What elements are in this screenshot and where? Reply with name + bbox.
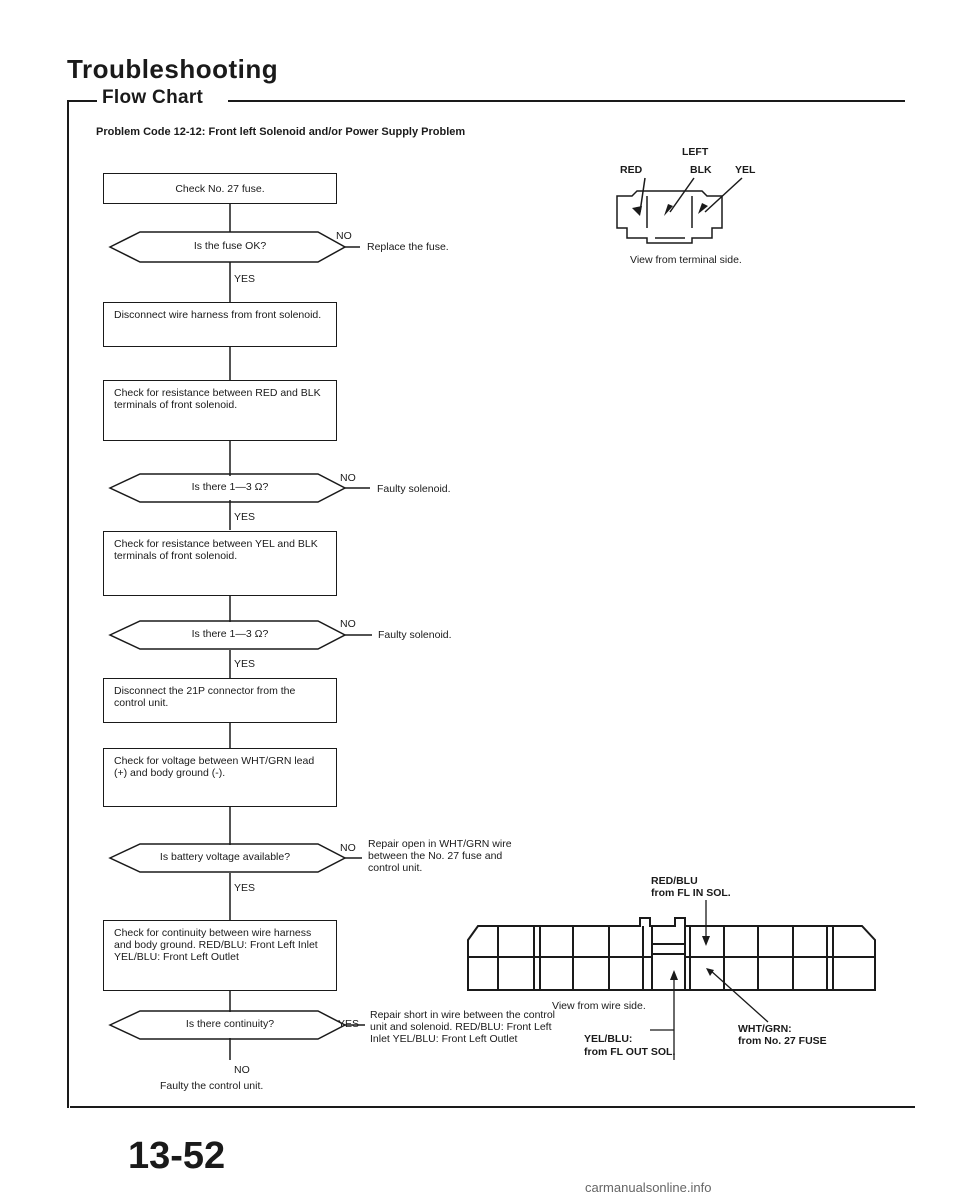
step-check-continuity: Check for continuity between wire harness and body ground. RED/BLU: Front Left Inlet YEL/BLU: Front Left Outlet [103,920,337,991]
pin-label-yel: YEL [735,164,756,176]
pin-arrow-red [632,206,642,216]
label-red-blu-source: from FL IN SOL. [651,887,731,899]
no-label-2: NO [340,472,356,484]
pin-label-blk: BLK [690,164,712,176]
watermark: carmanualsonline.info [585,1180,712,1195]
yel-blu-arrowhead [670,970,678,980]
label-wht-grn-source: from No. 27 FUSE [738,1035,827,1047]
step-disconnect-harness: Disconnect wire harness from front solenoid. [103,302,337,347]
pin-label-red: RED [620,164,643,176]
result-repair-short: Repair short in wire between the control unit and solenoid. RED/BLU: Front Left Inlet YEL/BLU: Front Left Outlet [370,1009,556,1045]
connector-left-title: LEFT [682,146,709,158]
connector-top-caption: View from terminal side. [630,254,742,266]
pin-arrow-yel [698,203,708,214]
yes-label-3: YES [234,658,256,670]
question-battery-voltage: Is battery voltage available? [159,851,291,863]
connector-bottom-caption: View from wire side. [552,1000,646,1012]
no-label-1: NO [336,230,352,242]
step-check-voltage: Check for voltage between WHT/GRN lead (+) and body ground (-). [103,748,337,807]
step-disconnect-21p: Disconnect the 21P connector from the control unit. [103,678,337,723]
no-label-4: NO [340,842,356,854]
result-faulty-control-unit: Faulty the control unit. [160,1080,264,1092]
label-red-blu: RED/BLU [651,875,698,887]
question-fuse-ok: Is the fuse OK? [193,240,267,252]
result-faulty-solenoid-1: Faulty solenoid. [377,483,451,495]
page-subtitle: Flow Chart [102,87,204,108]
question-continuity: Is there continuity? [185,1018,275,1030]
step-check-red-blk: Check for resistance between RED and BLK terminals of front solenoid. [103,380,337,441]
no-label-5: NO [234,1064,250,1076]
wht-grn-leader [710,970,768,1022]
label-wht-grn: WHT/GRN: [738,1023,792,1035]
page-title: Troubleshooting [67,54,279,84]
question-resistance-1: Is there 1—3 Ω? [191,481,269,493]
yes-label-1: YES [234,273,256,285]
result-replace-fuse: Replace the fuse. [367,241,449,253]
result-faulty-solenoid-2: Faulty solenoid. [378,629,452,641]
problem-code: Problem Code 12-12: Front left Solenoid and/or Power Supply Problem [96,126,466,138]
yes-label-5: YES [338,1018,360,1030]
label-yel-blu: YEL/BLU: [584,1033,633,1045]
red-blu-arrowhead [702,936,710,946]
question-resistance-2: Is there 1—3 Ω? [191,628,269,640]
result-repair-open: Repair open in WHT/GRN wire between the No. 27 fuse and control unit. [368,838,512,874]
step-check-fuse: Check No. 27 fuse. [103,173,337,204]
page-number: 13-52 [128,1135,226,1177]
label-yel-blu-source: from FL OUT SOL. [584,1046,676,1058]
yes-label-2: YES [234,511,256,523]
yes-label-4: YES [234,882,256,894]
step-check-yel-blk: Check for resistance between YEL and BLK terminals of front solenoid. [103,531,337,596]
no-label-3: NO [340,618,356,630]
